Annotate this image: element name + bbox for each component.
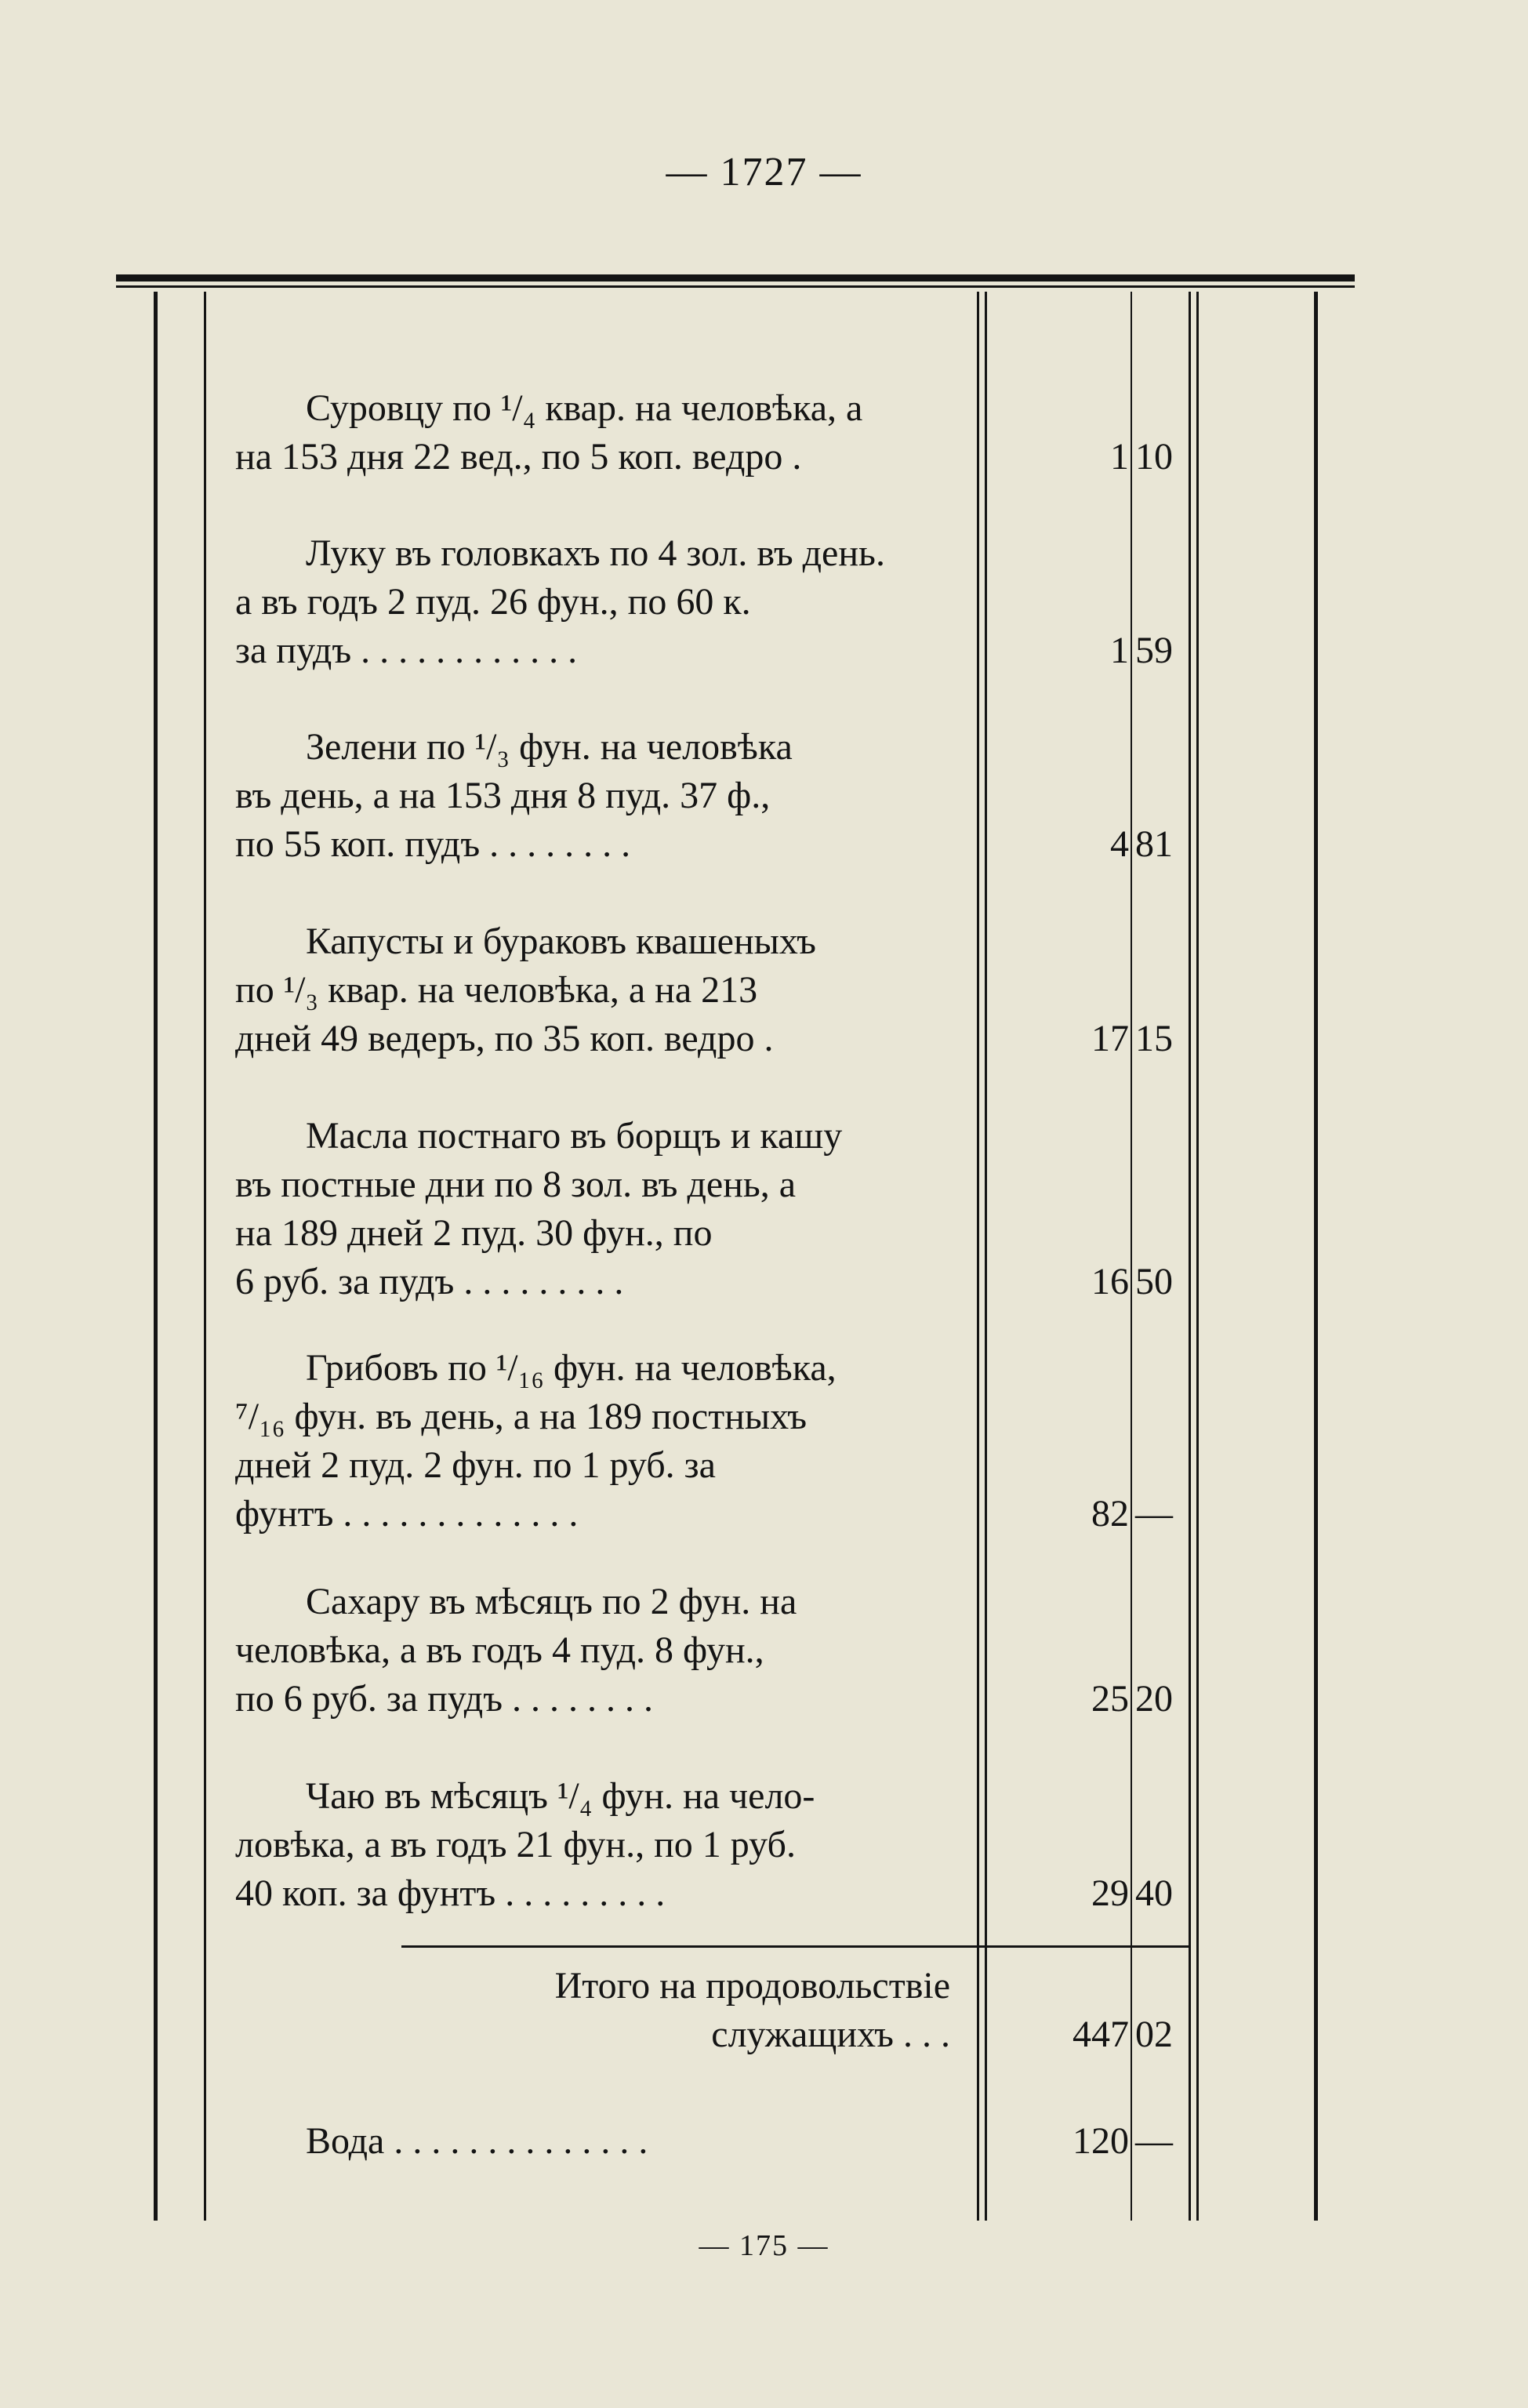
left-inner-rule <box>204 292 206 2221</box>
desc-rule-b <box>985 292 987 2221</box>
entry-line: по 55 коп. пудъ . . . . . . . . <box>235 823 631 865</box>
entry-line: Луку въ головкахъ по 4 зол. въ день. <box>306 532 885 574</box>
entry-description <box>235 1578 950 1723</box>
entry-description <box>235 529 950 675</box>
total-line: служащихъ . . . <box>711 2014 950 2055</box>
entry-line: по ¹/₃ квар. на человѣка, а на 213 <box>235 969 758 1011</box>
amount-kopecks: 81 <box>1135 823 1173 865</box>
entry-line: Грибовъ по ¹/₁₆ фун. на человѣка, <box>306 1347 837 1389</box>
entry-line: дней 49 ведеръ, по 35 коп. ведро . <box>235 1018 774 1059</box>
amount-kopecks: 40 <box>1135 1872 1173 1914</box>
page-footer: — 175 — <box>699 2229 829 2262</box>
amount-rubles: 1 <box>1110 630 1129 671</box>
entry-line: Капусты и бураковъ квашеныхъ <box>306 921 816 962</box>
entry-line: фунтъ . . . . . . . . . . . . . <box>235 1493 579 1535</box>
entry-description <box>235 1112 950 1306</box>
entry-line: 40 коп. за фунтъ . . . . . . . . . <box>235 1872 666 1914</box>
entry-line: ловѣка, а въ годъ 21 фун., по 1 руб. <box>235 1824 796 1865</box>
water-label <box>235 2117 950 2166</box>
entry-line: въ день, а на 153 дня 8 пуд. 37 ф., <box>235 775 771 816</box>
water-rubles: 120 <box>1073 2120 1129 2162</box>
desc-rule-a <box>977 292 979 2221</box>
amount-rubles: 16 <box>1091 1261 1129 1302</box>
total-rule <box>401 1945 1189 1948</box>
total-line: Итого на продовольствіе <box>554 1965 950 2007</box>
amount-kopecks: — <box>1135 1493 1173 1535</box>
amount-kopecks: 15 <box>1135 1018 1173 1059</box>
page-header: — 1727 — <box>666 150 862 194</box>
kop-right-rule-a <box>1189 292 1191 2221</box>
entry-line: ⁷/₁₆ фун. въ день, а на 189 постныхъ <box>235 1396 808 1437</box>
entry-description <box>235 1344 950 1538</box>
amount-kopecks: 59 <box>1135 630 1173 671</box>
total-label <box>235 1962 950 2059</box>
entry-line: Чаю въ мѣсяцъ ¹/₄ фун. на чело- <box>306 1775 815 1817</box>
total-rubles: 447 <box>1073 2014 1129 2055</box>
entry-line: Зелени по ¹/₃ фун. на человѣка <box>306 726 793 768</box>
amount-kopecks: 50 <box>1135 1261 1173 1302</box>
amount-rubles: 29 <box>1091 1872 1129 1914</box>
entry-line: 6 руб. за пудъ . . . . . . . . . <box>235 1261 624 1302</box>
entry-line: на 153 дня 22 вед., по 5 коп. ведро . <box>235 436 802 478</box>
water-line: Вода . . . . . . . . . . . . . . <box>306 2120 648 2162</box>
entry-line: за пудъ . . . . . . . . . . . . <box>235 630 578 671</box>
top-rule-thick <box>116 274 1355 281</box>
top-rule-thin <box>116 285 1355 288</box>
entry-description <box>235 384 950 481</box>
left-border-rule <box>154 292 158 2221</box>
total-kopecks: 02 <box>1135 2014 1173 2055</box>
amount-rubles: 4 <box>1110 823 1129 865</box>
entry-description <box>235 917 950 1063</box>
amount-rubles: 1 <box>1110 436 1129 478</box>
kop-right-rule-b <box>1196 292 1199 2221</box>
amount-rubles: 17 <box>1091 1018 1129 1059</box>
right-border-rule <box>1314 292 1318 2221</box>
entry-description <box>235 1772 950 1918</box>
entry-line: Суровцу по ¹/₄ квар. на человѣка, а <box>306 387 863 429</box>
water-kopecks: — <box>1135 2120 1173 2162</box>
amount-kopecks: 10 <box>1135 436 1173 478</box>
entry-line: Сахару въ мѣсяцъ по 2 фун. на <box>306 1581 797 1622</box>
entry-line: по 6 руб. за пудъ . . . . . . . . <box>235 1678 654 1720</box>
entry-line: человѣка, а въ годъ 4 пуд. 8 фун., <box>235 1629 764 1671</box>
entry-line: на 189 дней 2 пуд. 30 фун., по <box>235 1212 713 1254</box>
amount-rubles: 25 <box>1091 1678 1129 1720</box>
entry-description <box>235 723 950 869</box>
amount-kopecks: 20 <box>1135 1678 1173 1720</box>
entry-line: въ постные дни по 8 зол. въ день, а <box>235 1164 797 1205</box>
entry-line: а въ годъ 2 пуд. 26 фун., по 60 к. <box>235 581 751 623</box>
entry-line: Масла постнаго въ борщъ и кашу <box>306 1115 843 1157</box>
amount-rubles: 82 <box>1091 1493 1129 1535</box>
entry-line: дней 2 пуд. 2 фун. по 1 руб. за <box>235 1444 716 1486</box>
rub-kop-rule <box>1131 292 1132 2221</box>
